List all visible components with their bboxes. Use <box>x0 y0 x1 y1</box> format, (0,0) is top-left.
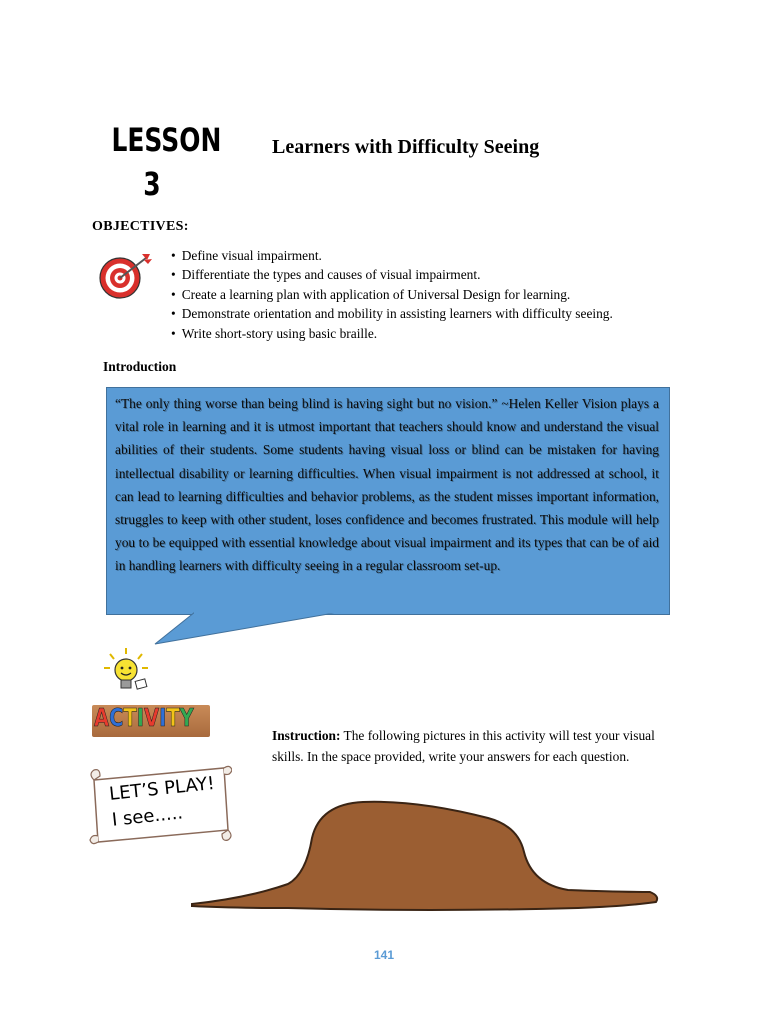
activity-letter: Y <box>179 703 194 732</box>
activity-letter: V <box>143 703 160 732</box>
objective-item: • Write short-story using basic braille. <box>171 324 613 343</box>
scroll-line-1: LET’S PLAY! <box>108 772 216 805</box>
lesson-number: 3 <box>143 165 161 203</box>
page-title: Learners with Difficulty Seeing <box>272 136 540 158</box>
objectives-heading: OBJECTIVES: <box>92 219 189 234</box>
scroll-line-2: I see..... <box>110 802 184 831</box>
page-number: 141 <box>373 948 395 962</box>
activity-letter: I <box>136 703 144 732</box>
activity-letter: T <box>166 703 180 732</box>
instruction-text <box>272 726 672 767</box>
instruction-body: The following pictures in this activity will test your visual skills. In the space provided, write your answers for each question. <box>272 728 655 764</box>
lesson-word: LESSON <box>111 121 222 159</box>
activity-letter: A <box>94 703 110 732</box>
objectives-list <box>171 246 613 343</box>
lightbulb-icon <box>100 646 152 696</box>
activity-letter: T <box>123 703 137 732</box>
objective-item: • Create a learning plan with application of Universal Design for learning. <box>171 285 613 304</box>
lesson-label <box>111 118 222 206</box>
objective-item: • Differentiate the types and causes of visual impairment. <box>171 265 613 284</box>
hat-shape-drawing <box>188 796 664 914</box>
speech-bubble-tail <box>150 612 350 648</box>
introduction-heading: Introduction <box>103 359 177 374</box>
activity-letter: I <box>159 703 167 732</box>
activity-letter: C <box>109 703 124 732</box>
introduction-quote: “The only thing worse than being blind is having sight but no vision.” ~Helen Keller Vision plays a vital role in learning and it is utmost important that teachers should know and understand the visual abilities of their students. Some students having visual loss or blind can be mistaken for having intellectual disability or learning difficulties. When visual impairment is not addressed at school, it can lead to learning difficulties and behavior problems, as the student misses important information, struggles to keep with other student, loses confidence and becomes frustrated. This module will help you to be equipped with essential knowledge about visual impairment and its types that can be of aid in handling learners with difficulty seeing in a regular classroom set-up. <box>115 396 659 574</box>
instruction-label: Instruction: <box>272 728 341 743</box>
objective-item: • Define visual impairment. <box>171 246 613 265</box>
target-icon <box>98 250 156 302</box>
activity-title <box>94 703 194 732</box>
objective-item: • Demonstrate orientation and mobility in assisting learners with difficulty seeing. <box>171 304 613 323</box>
